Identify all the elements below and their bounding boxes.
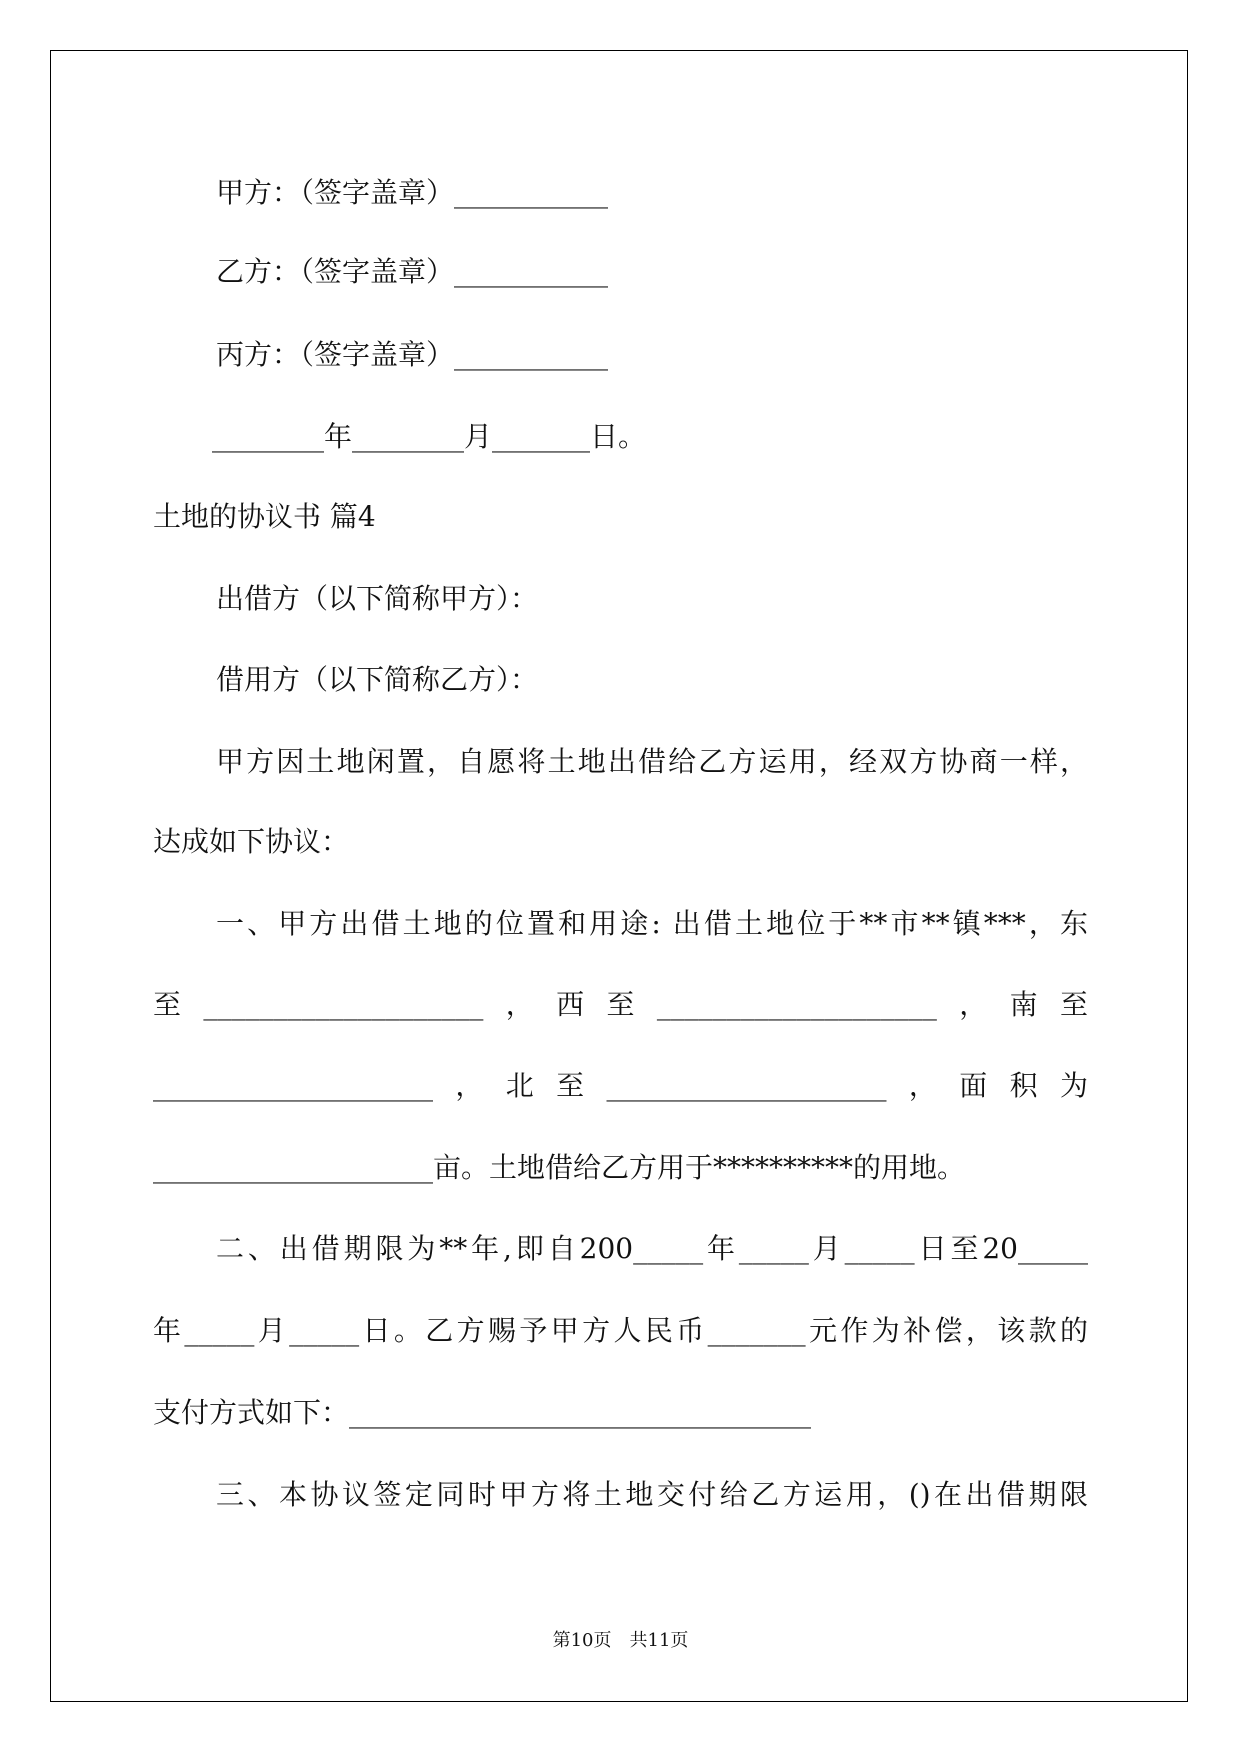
clause-1-line: 一、甲方出借土地的位置和用途: 出借土地位于**市**镇***，东 bbox=[216, 907, 1088, 940]
body-line: 甲方因土地闲置，自愿将土地出借给乙方运用，经双方协商一样， bbox=[216, 745, 1088, 778]
signature-party-b: 乙方：（签字盖章）___________ bbox=[216, 255, 609, 288]
signature-party-c: 丙方：（签字盖章）___________ bbox=[216, 338, 609, 371]
borrower-line: 借用方（以下简称乙方）： bbox=[216, 663, 539, 696]
clause-1-line: ____________________，北至____________________，面积为 bbox=[153, 1069, 1088, 1102]
clause-2-line: 二、出借期限为**年,即自200_____年_____月_____日至20_____ bbox=[216, 1232, 1088, 1265]
signature-date-line: ________年________月_______日。 bbox=[212, 420, 647, 453]
page-border bbox=[50, 50, 1188, 1702]
clause-2-line: 年_____月_____日。乙方赐予甲方人民币_______元作为补偿，该款的 bbox=[153, 1314, 1088, 1347]
signature-party-a: 甲方：（签字盖章）___________ bbox=[216, 176, 609, 209]
lender-line: 出借方（以下简称甲方）： bbox=[216, 582, 539, 615]
clause-3-line: 三、本协议签定同时甲方将土地交付给乙方运用，()在出借期限 bbox=[216, 1478, 1088, 1511]
clause-2-line: 支付方式如下：_________________________________ bbox=[153, 1396, 812, 1429]
clause-1-line: ____________________亩。土地借给乙方用于**********的用地。 bbox=[153, 1151, 966, 1184]
clause-1-line: 至____________________，西至____________________，南至 bbox=[153, 988, 1088, 1021]
page-number-footer: 第10页 共11页 bbox=[552, 1630, 689, 1651]
body-line: 达成如下协议： bbox=[153, 825, 350, 858]
section-heading: 土地的协议书 篇4 bbox=[153, 500, 376, 533]
